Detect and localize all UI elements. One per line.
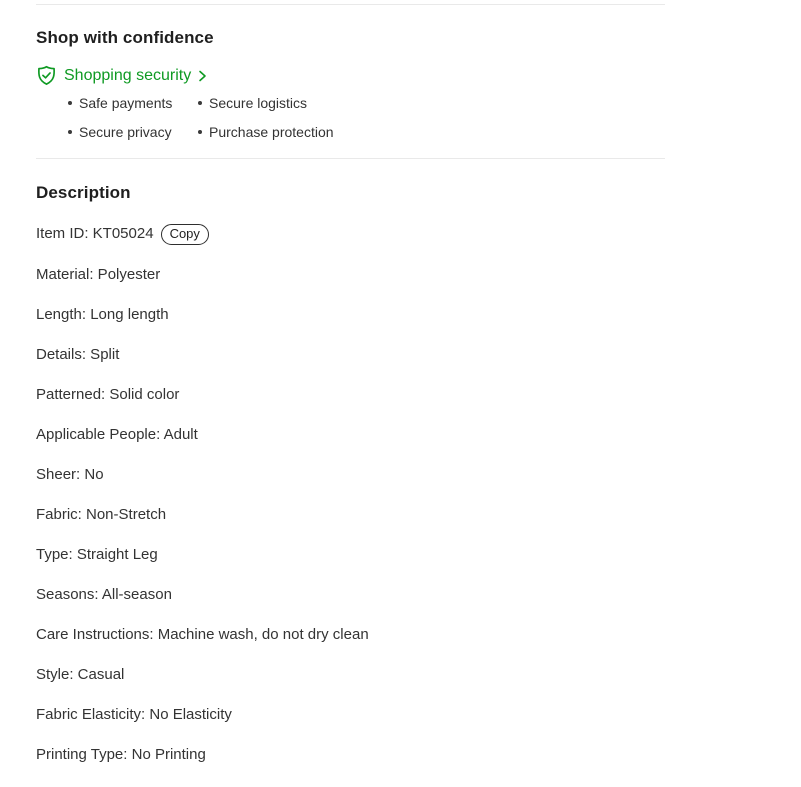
description-title: Description [36,183,131,202]
description-section [36,183,665,765]
description-attribute-patterned: Patterned: Solid color [36,386,180,403]
security-bullet-item: Safe payments [68,93,198,113]
security-bullet-item: Secure logistics [198,93,665,113]
description-attribute-material: Material: Polyester [36,266,161,283]
description-attribute-details: Details: Split [36,346,120,363]
top-divider [36,4,665,5]
shield-check-icon [36,65,57,86]
copy-button[interactable]: Copy [161,224,209,245]
product-page-section [0,4,801,787]
description-attribute-style: Style: Casual [36,666,125,683]
security-bullet-item: Secure privacy [68,122,198,142]
description-attribute-length: Length: Long length [36,306,169,323]
chevron-right-icon [198,69,207,82]
description-attribute-type: Type: Straight Leg [36,546,158,563]
description-attribute-sheer: Sheer: No [36,466,104,483]
shop-with-confidence-title: Shop with confidence [36,28,214,47]
description-attribute-care-instructions: Care Instructions: Machine wash, do not dry clean [36,626,369,643]
security-bullet-item: Purchase protection [198,122,665,142]
description-attribute-applicable-people: Applicable People: Adult [36,426,198,443]
item-id-row [36,223,665,245]
shopping-security-link[interactable] [36,65,207,86]
content-column [36,4,665,765]
shop-with-confidence-section [36,28,665,159]
description-attribute-printing-type: Printing Type: No Printing [36,746,206,763]
shopping-security-label: Shopping security [64,67,192,84]
description-attribute-fabric: Fabric: Non-Stretch [36,506,167,523]
section-divider [36,158,665,159]
security-bullet-list [68,93,665,142]
description-attribute-seasons: Seasons: All-season [36,586,172,603]
description-attribute-fabric-elasticity: Fabric Elasticity: No Elasticity [36,706,232,723]
item-id-text: Item ID: KT05024 [36,225,154,242]
